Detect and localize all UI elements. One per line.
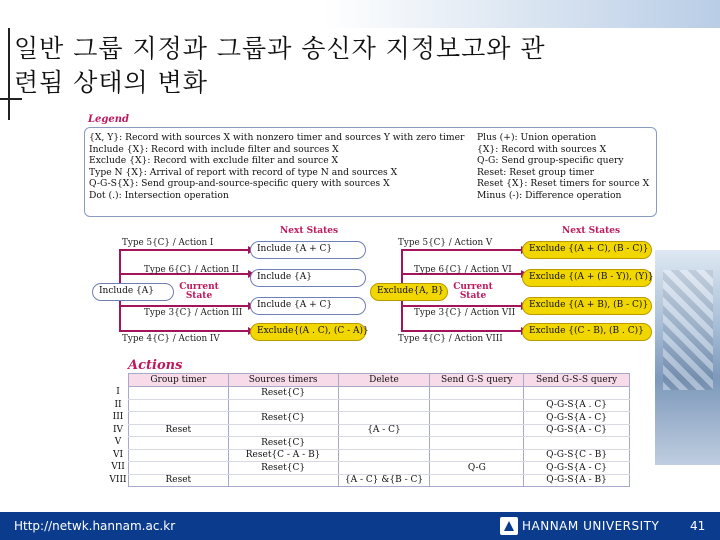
next-state-box: Exclude{(A . C), (C - A)} bbox=[250, 323, 366, 341]
state-transition-diagram bbox=[84, 222, 654, 350]
table-cell bbox=[524, 387, 630, 400]
row-number: III bbox=[112, 412, 124, 422]
table-cell bbox=[338, 412, 430, 425]
table-cell bbox=[430, 424, 524, 437]
next-states-label: Next States bbox=[562, 226, 621, 236]
legend-entry: Reset {X}: Reset timers for source X bbox=[477, 178, 650, 190]
legend-entry: Minus (-): Difference operation bbox=[477, 189, 622, 201]
table-cell bbox=[338, 399, 430, 412]
next-state-box: Exclude {(A + C), (B - C)} bbox=[522, 241, 652, 259]
transition-label: Type 4{C} / Action IV bbox=[122, 334, 220, 344]
table-row bbox=[129, 462, 630, 475]
legend-entry: Type N {X}: Arrival of report with record of type N and sources X bbox=[89, 166, 398, 178]
table-cell: Reset bbox=[129, 424, 229, 437]
transition-label: Type 3{C} / Action VII bbox=[414, 308, 516, 318]
next-state-box: Exclude {(A + B), (B - C)} bbox=[522, 297, 652, 315]
side-decoration-image bbox=[655, 250, 720, 465]
table-row bbox=[129, 399, 630, 412]
table-cell: Reset{C} bbox=[228, 437, 338, 450]
table-row bbox=[129, 424, 630, 437]
transition-label: Type 5{C} / Action I bbox=[122, 238, 214, 248]
transition-label: Type 4{C} / Action VIII bbox=[398, 334, 503, 344]
legend-entry: Q-G: Send group-specific query bbox=[477, 155, 624, 167]
table-cell bbox=[129, 437, 229, 450]
table-cell bbox=[338, 462, 430, 475]
footer-url-link[interactable]: Http://netwk.hannam.ac.kr bbox=[14, 519, 176, 533]
current-state-label bbox=[448, 283, 498, 301]
table-cell bbox=[129, 462, 229, 475]
slide-title-line-2: 련됨 상태의 변화 bbox=[14, 68, 208, 97]
table-cell bbox=[338, 449, 430, 462]
slide-title bbox=[14, 32, 546, 100]
column-header: Send G-S-S query bbox=[524, 374, 630, 387]
row-number: I bbox=[116, 387, 120, 397]
table-row bbox=[129, 412, 630, 425]
table-cell: Q-G-S{C - B} bbox=[524, 449, 630, 462]
transition-label: Type 6{C} / Action VI bbox=[414, 265, 512, 275]
next-states-label: Next States bbox=[280, 226, 339, 236]
table-row bbox=[129, 449, 630, 462]
table-cell: Q-G-S{A - C} bbox=[524, 462, 630, 475]
column-header: Sources timers bbox=[228, 374, 338, 387]
legend-entry: Dot (.): Intersection operation bbox=[89, 189, 229, 201]
row-number: V bbox=[114, 437, 122, 447]
transition-label: Type 5{C} / Action V bbox=[398, 238, 493, 248]
slide-title-line-1: 일반 그룹 지정과 그룹과 송신자 지정보고와 관 bbox=[14, 34, 546, 63]
top-decoration-band bbox=[0, 0, 720, 28]
table-cell bbox=[430, 399, 524, 412]
table-cell bbox=[338, 387, 430, 400]
legend-entry: Q-G-S{X}: Send group-and-source-specific query with sources X bbox=[89, 178, 390, 190]
next-state-box: Exclude {(C - B), (B . C)} bbox=[522, 323, 652, 341]
actions-label: Actions bbox=[128, 358, 183, 373]
footer-university-name: HANNAM UNIVERSITY bbox=[522, 519, 660, 533]
table-cell: Reset{C} bbox=[228, 412, 338, 425]
transition-label: Type 3{C} / Action III bbox=[144, 308, 243, 318]
current-state-label-text: Current State bbox=[453, 282, 493, 301]
table-cell: Q-G-S{A . C} bbox=[524, 399, 630, 412]
footer-bar bbox=[0, 512, 720, 540]
table-row bbox=[129, 437, 630, 450]
legend-right-column bbox=[477, 132, 649, 202]
next-state-box: Exclude {(A + (B - Y)), (Y)} bbox=[522, 269, 652, 287]
current-state-box: Exclude{A, B} bbox=[370, 283, 448, 301]
actions-table bbox=[128, 373, 630, 487]
current-state-box: Include {A} bbox=[92, 283, 174, 301]
table-cell bbox=[228, 424, 338, 437]
table-cell: Reset bbox=[129, 474, 229, 487]
row-number: VII bbox=[111, 462, 125, 472]
current-state-label bbox=[174, 283, 224, 301]
table-cell: Q-G-S{A - C} bbox=[524, 412, 630, 425]
legend-entry: {X}: Record with sources X bbox=[477, 143, 607, 155]
column-header: Delete bbox=[338, 374, 430, 387]
legend-entry: Exclude {X}: Record with exclude filter and source X bbox=[89, 155, 339, 167]
table-cell bbox=[524, 437, 630, 450]
table-cell bbox=[129, 412, 229, 425]
table-cell: {A - C} bbox=[338, 424, 430, 437]
table-cell: Q-G-S{A - C} bbox=[524, 424, 630, 437]
table-cell: Q-G bbox=[430, 462, 524, 475]
table-cell bbox=[129, 387, 229, 400]
row-number: IV bbox=[112, 424, 124, 435]
table-row bbox=[129, 474, 630, 487]
row-number: VI bbox=[112, 449, 124, 460]
next-state-box: Include {A + C} bbox=[250, 241, 366, 259]
table-cell: Reset{C} bbox=[228, 387, 338, 400]
next-state-box: Include {A} bbox=[250, 269, 366, 287]
table-cell: Q-G-S{A - B} bbox=[524, 474, 630, 487]
table-cell bbox=[338, 437, 430, 450]
table-cell bbox=[430, 474, 524, 487]
table-cell: {A - C} &{B - C} bbox=[338, 474, 430, 487]
row-number: VIII bbox=[109, 474, 127, 485]
legend-left-column bbox=[89, 132, 464, 202]
column-header: Group timer bbox=[129, 374, 229, 387]
legend-entry: Include {X}: Record with include filter and sources X bbox=[89, 143, 339, 155]
table-header-row bbox=[129, 374, 630, 387]
table-cell bbox=[228, 474, 338, 487]
legend-box bbox=[84, 127, 657, 217]
current-state-label-text: Current State bbox=[179, 282, 219, 301]
row-number: II bbox=[114, 399, 122, 410]
table-cell bbox=[129, 399, 229, 412]
table-cell bbox=[430, 387, 524, 400]
next-state-box: Include {A + C} bbox=[250, 297, 366, 315]
column-header: Send G-S query bbox=[430, 374, 524, 387]
page-number: 41 bbox=[690, 519, 706, 533]
table-cell bbox=[129, 449, 229, 462]
table-cell bbox=[228, 399, 338, 412]
table-cell bbox=[430, 412, 524, 425]
table-cell: Reset{C - A - B} bbox=[228, 449, 338, 462]
table-cell bbox=[430, 449, 524, 462]
university-logo-icon bbox=[500, 517, 518, 535]
legend-entry: Reset: Reset group timer bbox=[477, 166, 595, 178]
legend-entry: Plus (+): Union operation bbox=[477, 132, 597, 143]
transition-label: Type 6{C} / Action II bbox=[144, 265, 239, 275]
title-accent-line bbox=[8, 28, 10, 120]
table-cell bbox=[430, 437, 524, 450]
table-cell: Reset{C} bbox=[228, 462, 338, 475]
legend-label: Legend bbox=[88, 114, 130, 125]
legend-entry: {X, Y}: Record with sources X with nonzero timer and sources Y with zero timer bbox=[89, 132, 465, 143]
table-row bbox=[129, 387, 630, 400]
